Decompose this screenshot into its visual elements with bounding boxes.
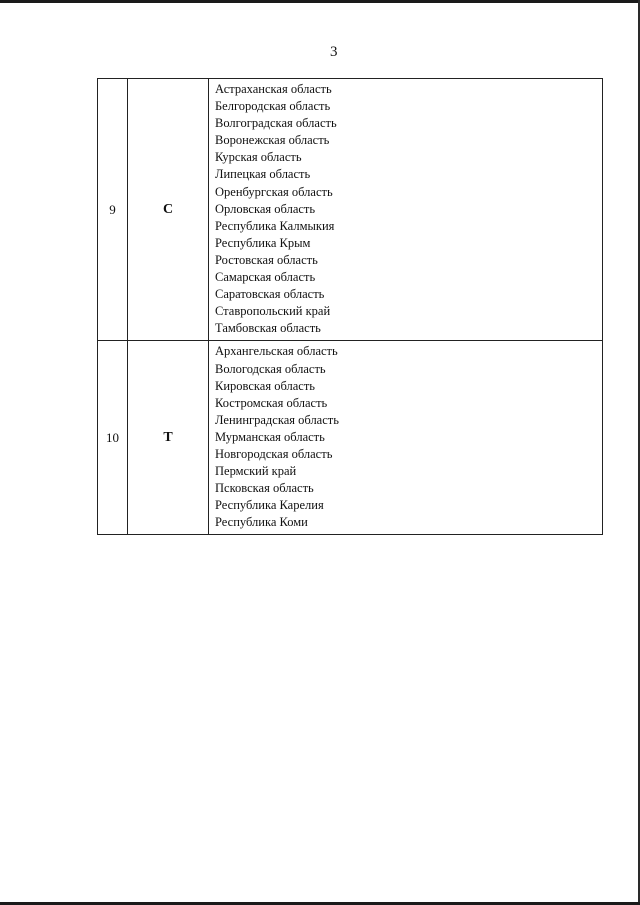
list-item: Астраханская область: [215, 82, 332, 96]
list-item: Воронежская область: [215, 133, 330, 148]
list-item: Пермский край: [215, 464, 297, 479]
list-item: Республика Крым: [215, 235, 311, 250]
list-item: Самарская область: [215, 270, 316, 285]
row-letter: Т: [128, 341, 209, 535]
list-item: Кировская область: [215, 378, 316, 393]
row-letter: С: [128, 79, 209, 341]
list-item: Псковская область: [215, 481, 314, 496]
regions-table: [97, 78, 603, 535]
page-number: 3: [330, 44, 338, 60]
list-item: Волгоградская область: [215, 116, 337, 131]
list-item: Республика Карелия: [215, 498, 324, 513]
region-list-cell: [209, 79, 603, 341]
scan-edge-top: [0, 0, 640, 3]
table-row: [98, 79, 603, 341]
list-item: Липецкая область: [215, 167, 311, 182]
row-number: 10: [98, 341, 128, 535]
list-item: Ставропольский край: [215, 304, 331, 319]
list-item: Новгородская область: [215, 446, 333, 461]
list-item: Республика Калмыкия: [215, 218, 335, 233]
region-list: [209, 341, 602, 534]
list-item: Орловская область: [215, 201, 316, 216]
region-list: [209, 79, 602, 340]
row-number: 9: [98, 79, 128, 341]
list-item: Ленинградская область: [215, 412, 339, 427]
list-item: Саратовская область: [215, 287, 325, 302]
region-list-cell: [209, 341, 603, 535]
table-row: [98, 341, 603, 535]
list-item: Курская область: [215, 150, 302, 165]
list-item: Вологодская область: [215, 361, 326, 376]
list-item: Мурманская область: [215, 429, 325, 444]
list-item: Ростовская область: [215, 252, 318, 267]
list-item: Оренбургская область: [215, 184, 333, 199]
list-item: Архангельская область: [215, 344, 338, 359]
list-item: Республика Коми: [215, 515, 308, 530]
list-item: Тамбовская область: [215, 321, 321, 336]
list-item: Костромская область: [215, 395, 328, 410]
list-item: Белгородская область: [215, 99, 331, 114]
